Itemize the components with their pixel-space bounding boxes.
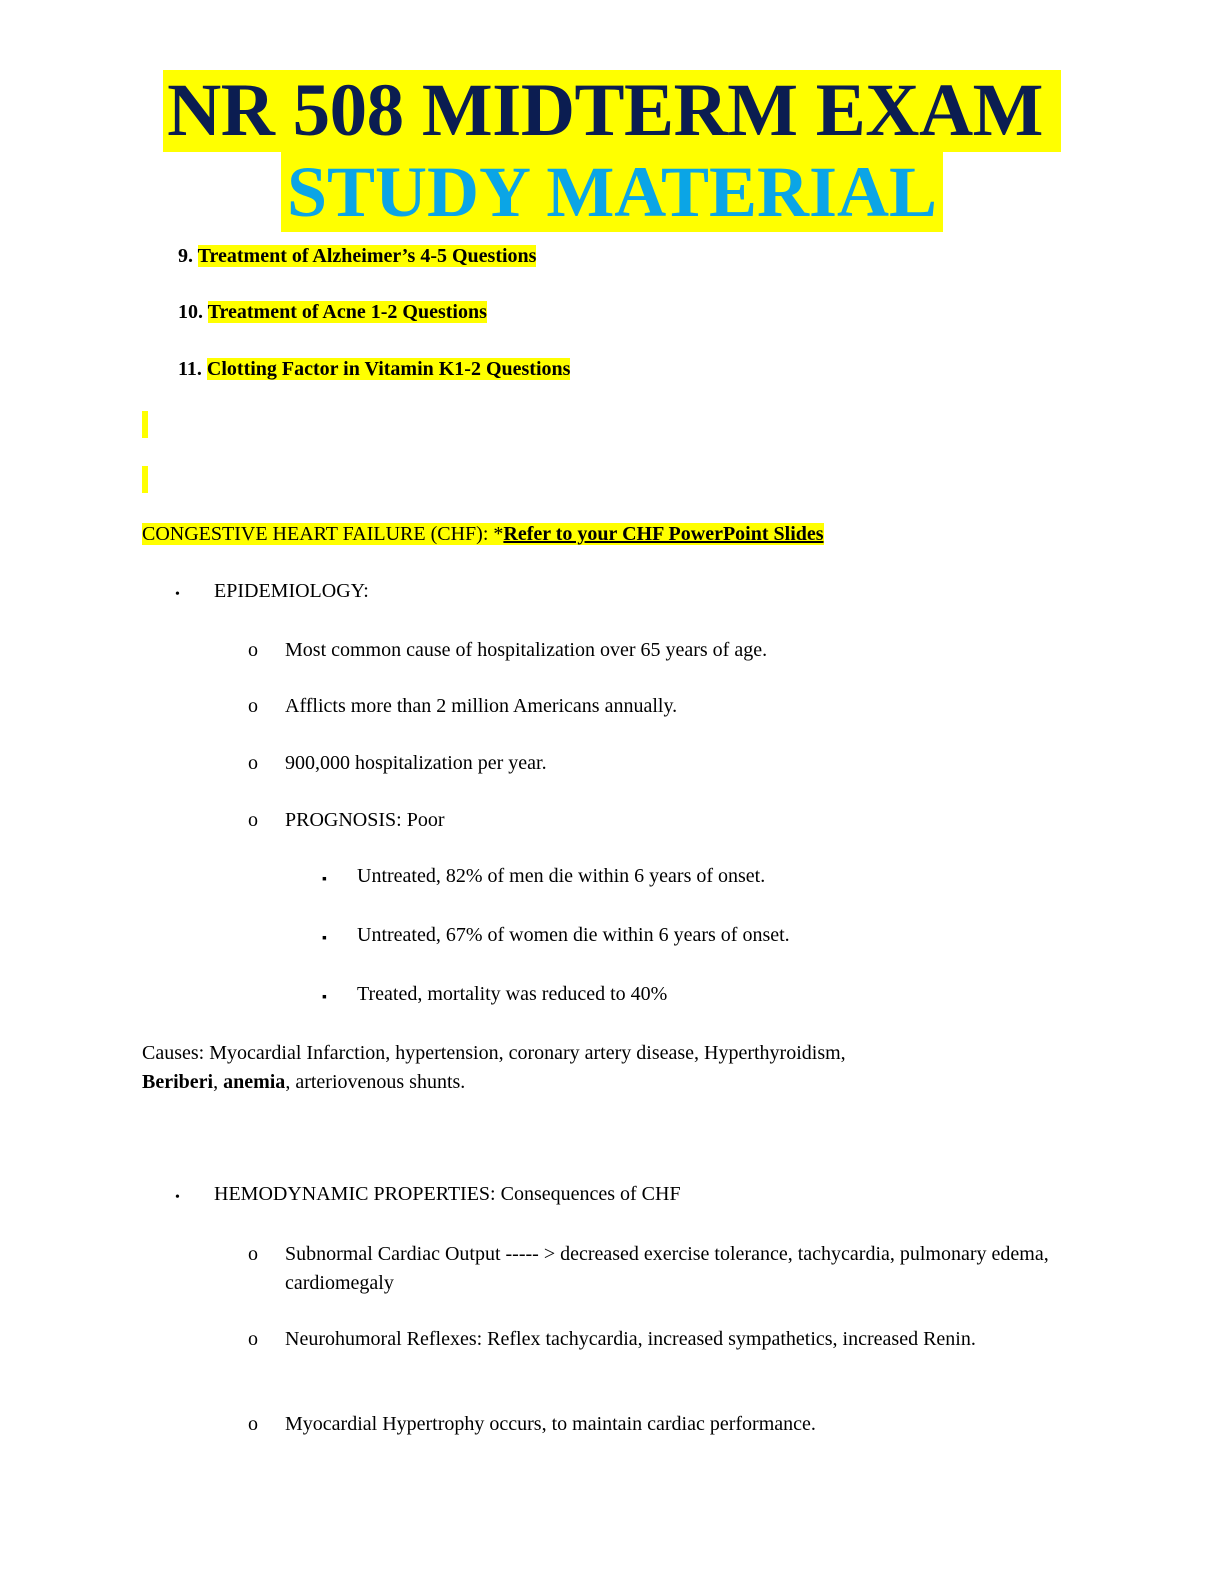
item-number: 9. <box>178 245 193 267</box>
item-text: Clotting Factor in Vitamin K1-2 Questions <box>206 358 571 380</box>
causes-separator: , <box>213 1071 224 1093</box>
prognosis-label: PROGNOSIS: Poor <box>285 809 445 831</box>
circle-bullet-icon: o <box>248 1413 258 1435</box>
numbered-item-9 <box>178 243 536 269</box>
bullet-icon: • <box>175 587 180 602</box>
empty-highlight-mark <box>142 466 148 493</box>
circle-bullet-icon: o <box>248 1328 258 1350</box>
circle-bullet-icon: o <box>248 1243 258 1265</box>
title-line-1: NR 508 MIDTERM EXAM <box>163 70 1061 152</box>
hemodynamic-label: HEMODYNAMIC PROPERTIES: Consequences of CHF <box>214 1183 681 1205</box>
item-number: 10. <box>178 301 203 323</box>
item-number: 11. <box>178 358 202 380</box>
prognosis-item: Treated, mortality was reduced to 40% <box>357 983 668 1005</box>
chf-star: * <box>488 523 504 545</box>
circle-bullet-icon: o <box>248 809 258 831</box>
causes-text: Causes: Myocardial Infarction, hypertension, coronary artery disease, Hyperthyroidism, <box>142 1042 846 1064</box>
chf-refer-link[interactable]: Refer to your CHF PowerPoint Slides <box>503 523 824 545</box>
numbered-item-10 <box>178 299 487 325</box>
numbered-item-11 <box>178 356 570 382</box>
title-line-2: STUDY MATERIAL <box>281 152 943 232</box>
causes-paragraph <box>142 1039 1042 1097</box>
square-bullet-icon: ▪ <box>322 931 327 946</box>
circle-bullet-icon: o <box>248 695 258 717</box>
epidemiology-item: Most common cause of hospitalization over 65 years of age. <box>285 639 768 661</box>
epidemiology-item: 900,000 hospitalization per year. <box>285 752 547 774</box>
document-title <box>0 70 1224 232</box>
empty-highlight-mark <box>142 411 148 438</box>
circle-bullet-icon: o <box>248 752 258 774</box>
bullet-icon: • <box>175 1190 180 1205</box>
item-text: Treatment of Alzheimer’s 4-5 Questions <box>197 245 537 267</box>
chf-heading-text: CONGESTIVE HEART FAILURE (CHF): <box>142 523 489 545</box>
hemodynamic-item: Neurohumoral Reflexes: Reflex tachycardia, increased sympathetics, increased Renin. <box>285 1328 976 1350</box>
item-text: Treatment of Acne 1-2 Questions <box>207 301 487 323</box>
prognosis-item: Untreated, 82% of men die within 6 years of onset. <box>357 865 766 887</box>
epidemiology-item: Afflicts more than 2 million Americans annually. <box>285 695 678 717</box>
hemodynamic-item: Subnormal Cardiac Output ----- > decreased exercise tolerance, tachycardia, pulmonary edema, cardiomegaly <box>285 1243 1049 1294</box>
causes-suffix: , arteriovenous shunts. <box>285 1071 466 1093</box>
chf-heading <box>142 520 824 548</box>
prognosis-item: Untreated, 67% of women die within 6 years of onset. <box>357 924 790 946</box>
circle-bullet-icon: o <box>248 639 258 661</box>
hemodynamic-item: Myocardial Hypertrophy occurs, to maintain cardiac performance. <box>285 1413 816 1435</box>
square-bullet-icon: ▪ <box>322 872 327 887</box>
epidemiology-label: EPIDEMIOLOGY: <box>214 580 369 602</box>
square-bullet-icon: ▪ <box>322 990 327 1005</box>
causes-beriberi: Beriberi <box>142 1071 214 1093</box>
causes-anemia: anemia <box>223 1071 286 1093</box>
